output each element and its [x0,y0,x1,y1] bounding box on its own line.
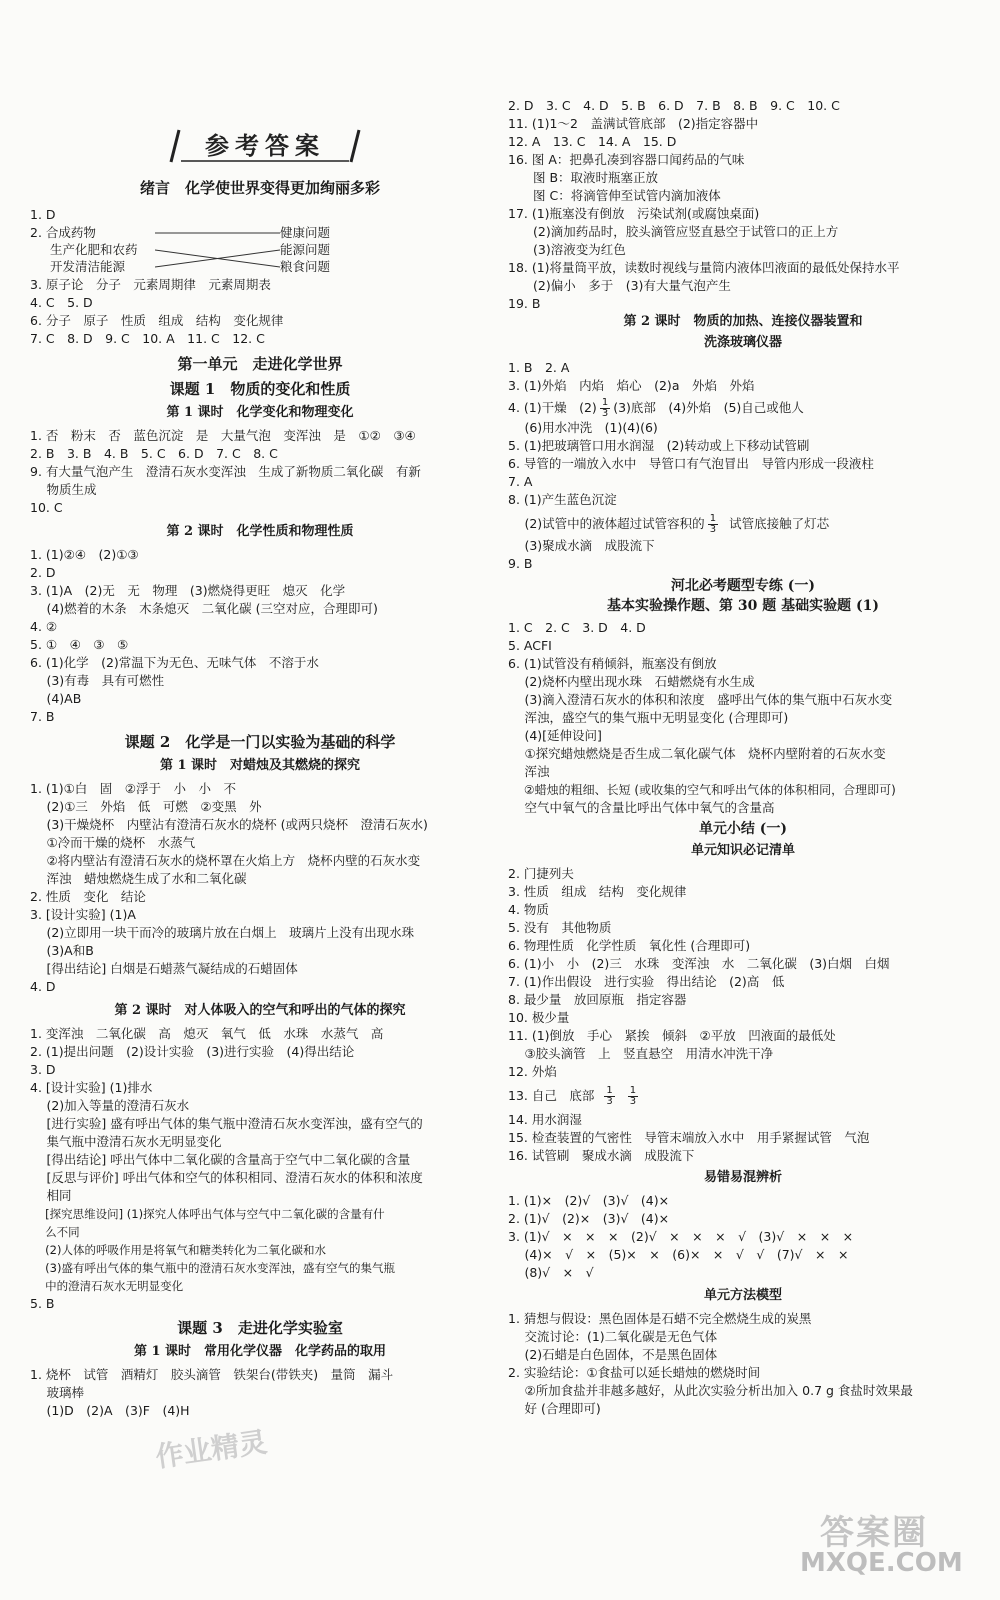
answer-text: 13. 自己 底部 [508,1088,595,1103]
answer-line: 1. 变浑浊 二氧化碳 高 熄灭 氧气 低 水珠 水蒸气 高 [30,1026,384,1041]
answer-line: 浑浊 [508,764,550,779]
fraction-denominator: 3 [709,524,717,535]
homework-watermark: 作业精灵 [153,1425,269,1474]
answer-line: [进行实验] 盛有呼出气体的集气瓶中澄清石灰水变浑浊，盛有空气的 [30,1116,423,1131]
answer-line: 16. 试管刷 聚成水滴 成股流下 [508,1148,695,1163]
answer-line: 3. (1)A (2)无 无 物理 (3)燃烧得更旺 熄灭 化学 [30,583,346,598]
answer-line: [反思与评价] 呼出气体和空气的体积相同、澄清石灰水的体积和浓度 [30,1170,423,1185]
t3-lesson2-title: 第 2 课时 物质的加热、连接仪器装置和 [623,314,863,329]
answer-line: 7. A [508,474,533,489]
answer-line: 5. ACFI [508,638,552,653]
intro-answer: 1. D [30,207,56,222]
fraction-numerator: 1 [629,1085,637,1096]
answer-line: 8. 最少量 放回原瓶 指定容器 [508,992,687,1007]
answer-line: 9. 有大量气泡产生 澄清石灰水变浑浊 生成了新物质二氧化碳 有新 [30,464,421,479]
answer-line: 4. ② [30,619,58,634]
error-title: 易错易混辨析 [703,1170,782,1185]
answer-line: (2)偏小 多于 (3)有大量气泡产生 [508,278,731,293]
answer-text: 试管底接触了灯芯 [729,516,830,531]
checklist-title: 单元知识必记清单 [690,843,795,858]
answer-line: ①冷而干燥的烧杯 水蒸气 [30,835,196,850]
answer-line: (1)D (2)A (3)F (4)H [30,1403,190,1418]
answer-line [508,1086,641,1107]
matching-lines [155,228,280,272]
answer-line: 1. (1)× (2)√ (3)√ (4)× [508,1193,670,1208]
answer-line: 图 C：将滴管伸至试管内滴加液体 [508,188,721,203]
answer-line: (2)加入等量的澄清石灰水 [30,1098,190,1113]
answer-line: 3. D [30,1062,56,1077]
answer-line: (2)滴加药品时，胶头滴管应竖直悬空于试管口的正上方 [508,224,839,239]
answer-line: 么不同 [30,1225,80,1239]
t1-lesson1-title: 第 1 课时 化学变化和物理变化 [166,405,354,420]
hebei-title: 河北必考题型专练 (一) [670,578,816,594]
answer-text: 4. (1)干燥 (2) [508,400,597,415]
answer-line: 19. B [508,296,541,311]
answer-line: 1. (1)②④ (2)①③ [30,547,139,562]
answer-text: (2)试管中的液体超过试管容积的 [508,516,705,531]
answer-line: (3)干燥烧杯 内壁沾有澄清石灰水的烧杯 (或两只烧杯 澄清石灰水) [30,817,428,832]
answer-line: 5. (1)把玻璃管口用水润湿 (2)转动或上下移动试管刷 [508,438,810,453]
answer-line: 空气中氧气的含量比呼出气体中氧气的含量高 [508,800,775,815]
intro-answer: 粮食问题 [280,259,331,274]
fraction [708,514,718,535]
fraction [600,398,610,419]
answer-line: [得出结论] 呼出气体中二氧化碳的含量高于空气中二氧化碳的含量 [30,1152,411,1167]
answer-line [508,514,829,535]
answer-line: 3. 性质 组成 结构 变化规律 [508,884,687,899]
answer-line: 6. (1)小 小 (2)三 水珠 变浑浊 水 二氧化碳 (3)白烟 白烟 [508,956,890,971]
intro-answer: 开发清洁能源 [50,259,126,274]
site-logo-watermark: 答案圈 [820,1513,928,1553]
answer-line: 6. 导管的一端放入水中 导管口有气泡冒出 导管内形成一段液柱 [508,456,874,471]
answer-line: (2)①三 外焰 低 可燃 ②变黑 外 [30,799,262,814]
answer-line: (4)× √ × (5)× × (6)× × √ √ (7)√ × × [508,1247,849,1262]
answer-line: 1. C 2. C 3. D 4. D [508,620,646,635]
answer-line: 5. B [30,1296,55,1311]
answer-line: (4)燃着的木条 木条熄灭 二氧化碳 (三空对应，合理即可) [30,601,378,616]
answer-line: 交流讨论：(1)二氧化碳是无色气体 [508,1329,718,1344]
t2-lesson2-title: 第 2 课时 对人体吸入的空气和呼出的气体的探究 [114,1003,406,1018]
answer-line: (3)A和B [30,943,94,958]
t2-lesson1-title: 第 1 课时 对蜡烛及其燃烧的探究 [159,758,361,773]
intro-answer: 2. 合成药物 [30,225,96,240]
answer-line: 9. B [508,556,533,571]
answer-line: 18. (1)将量筒平放，读数时视线与量筒内液体凹液面的最低处保持水平 [508,260,900,275]
answer-line: 1. 猜想与假设：黑色固体是石蜡不完全燃烧生成的炭黑 [508,1311,812,1326]
answer-line: 3. (1)√ × × × (2)√ × × × √ (3)√ × × × [508,1229,854,1244]
site-url-watermark: MXQE.COM [800,1548,963,1578]
answer-line: 2. 门捷列夫 [508,866,574,881]
answer-line: 2. D 3. C 4. D 5. B 6. D 7. B 8. B 9. C 10. C [508,98,840,113]
answer-line: 7. B [30,709,55,724]
answer-line: 5. 没有 其他物质 [508,920,612,935]
answer-line: 2. B 3. B 4. B 5. C 6. D 7. C 8. C [30,446,278,461]
answer-line: 1. (1)①白 固 ②浮于 小 小 不 [30,781,237,796]
answer-line: ③胶头滴管 上 竖直悬空 用清水冲洗干净 [508,1046,774,1061]
answer-line: 3. [设计实验] (1)A [30,907,136,922]
intro-answer: 7. C 8. D 9. C 10. A 11. C 12. C [30,331,265,346]
topic3-title: 课题 3 走进化学实验室 [177,1319,343,1337]
answer-line: 12. 外焰 [508,1064,557,1079]
answer-line: 集气瓶中澄清石灰水无明显变化 [30,1134,222,1149]
answer-line: 6. (1)试管没有稍倾斜，瓶塞没有倒放 [508,656,717,671]
answer-line: 7. (1)作出假设 进行实验 得出结论 (2)高 低 [508,974,785,989]
intro-answer: 6. 分子 原子 性质 组成 结构 变化规律 [30,313,284,328]
answer-line: 物质生成 [30,482,97,497]
answer-banner [165,128,365,164]
topic2-title: 课题 2 化学是一门以实验为基础的科学 [124,733,396,751]
answer-line: 4. 物质 [508,902,549,917]
answer-line: 1. 烧杯 试管 酒精灯 胶头滴管 铁架台(带铁夹) 量筒 漏斗 [30,1367,394,1382]
answer-line: 10. C [30,500,63,515]
answer-line: 2. 实验结论：①食盐可以延长蜡烛的燃烧时间 [508,1365,761,1380]
answer-line: 2. 性质 变化 结论 [30,889,146,904]
answer-line: (6)用水冲洗 (1)(4)(6) [508,420,658,435]
answer-line: 2. (1)提出问题 (2)设计实验 (3)进行实验 (4)得出结论 [30,1044,355,1059]
answer-line: ②将内壁沾有澄清石灰水的烧杯罩在火焰上方 烧杯内壁的石灰水变 [30,853,421,868]
fraction-numerator: 1 [606,1085,613,1096]
unit1-title: 第一单元 走进化学世界 [177,355,343,373]
method-title: 单元方法模型 [703,1288,782,1303]
answer-line: 玻璃棒 [30,1385,84,1400]
answer-line: ②所加食盐并非越多越好，从此次实验分析出加入 0.7 g 食盐时效果最 [508,1383,913,1398]
t3-lesson1-title: 第 1 课时 常用化学仪器 化学药品的取用 [133,1344,387,1359]
answer-line: 14. 用水润湿 [508,1112,582,1127]
intro-answer: 能源问题 [280,242,331,257]
answer-line: 2. D [30,565,56,580]
answer-line: (2)石蜡是白色固体，不是黑色固体 [508,1347,718,1362]
answer-line: 1. B 2. A [508,360,570,375]
hebei-subtitle: 基本实验操作题、第 30 题 基础实验题 (1) [607,598,879,614]
fraction-denominator: 3 [606,1096,613,1107]
answer-line: (2)立即用一块干而冷的玻璃片放在白烟上 玻璃片上没有出现水珠 [30,925,415,940]
fraction-numerator: 1 [709,513,717,524]
fraction-denominator: 3 [601,408,609,419]
answer-line: (2)人体的呼吸作用是将氧气和糖类转化为二氧化碳和水 [30,1243,326,1257]
answer-line: (3)有毒 具有可燃性 [30,673,165,688]
answer-line: 浑浊 蜡烛燃烧生成了水和二氧化碳 [30,871,247,886]
banner-title: 参考答案 [205,132,325,160]
fraction-denominator: 3 [629,1096,637,1107]
intro-title: 绪言 化学使世界变得更加绚丽多彩 [139,179,380,197]
answer-line: 12. A 13. C 14. A 15. D [508,134,677,149]
answer-line: 好 (合理即可) [508,1401,601,1416]
answer-line: 8. (1)产生蓝色沉淀 [508,492,617,507]
intro-answer: 4. C 5. D [30,295,93,310]
answer-line: 11. (1)1～2 盖满试管底部 (2)指定容器中 [508,116,759,131]
answer-line: 16. 图 A：把鼻孔凑到容器口闻药品的气味 [508,152,745,167]
answer-line: 3. (1)外焰 内焰 焰心 (2)a 外焰 外焰 [508,378,755,393]
answer-line: (4)AB [30,691,82,706]
answer-line: 2. (1)√ (2)× (3)√ (4)× [508,1211,670,1226]
answer-line: ②蜡烛的粗细、长短 (或收集的空气和呼出气体的体积相同，合理即可) [508,783,896,797]
answer-line: [探究思维设问] (1)探究人体呼出气体与空气中二氧化碳的含量有什 [30,1207,385,1221]
answer-line [508,398,804,419]
answer-line: 4. [设计实验] (1)排水 [30,1080,153,1095]
answer-line: (8)√ × √ [508,1265,594,1280]
answer-line: 6. (1)化学 (2)常温下为无色、无味气体 不溶于水 [30,655,319,670]
answer-line: (3)溶液变为红色 [508,242,626,257]
fraction [628,1086,638,1107]
t3-lesson2-title-cont: 洗涤玻璃仪器 [703,335,782,350]
answer-line: (3)盛有呼出气体的集气瓶中的澄清石灰水变浑浊，盛有空气的集气瓶 [30,1261,395,1275]
topic1-title: 课题 1 物质的变化和性质 [169,380,351,398]
answer-line: 4. D [30,979,56,994]
answer-line: (3)聚成水滴 成股流下 [508,538,655,553]
answer-line: [得出结论] 白烟是石蜡蒸气凝结成的石蜡固体 [30,961,298,976]
answer-line: 15. 检查装置的气密性 导管末端放入水中 用手紧握试管 气泡 [508,1130,870,1145]
answer-line: (2)烧杯内壁出现水珠 石蜡燃烧有水生成 [508,674,755,689]
fraction [604,1086,614,1107]
intro-answer: 生产化肥和农药 [50,242,138,257]
answer-line: 浑浊，盛空气的集气瓶中无明显变化 (合理即可) [508,710,789,725]
answer-line: 相同 [30,1188,72,1203]
answer-line: 11. (1)倒放 手心 紧挨 倾斜 ②平放 凹液面的最低处 [508,1028,836,1043]
answer-line: (4)[延伸设问] [508,728,602,743]
answer-line: 图 B：取液时瓶塞正放 [508,170,659,185]
intro-answer: 3. 原子论 分子 元素周期律 元素周期表 [30,277,271,292]
answer-line: 17. (1)瓶塞没有倒放 污染试剂(或腐蚀桌面) [508,206,760,221]
answer-line: ①探究蜡烛燃烧是否生成二氧化碳气体 烧杯内壁附着的石灰水变 [508,746,886,761]
answer-line: 10. 极少量 [508,1010,570,1025]
intro-answer: 健康问题 [280,225,331,240]
answer-line: 1. 否 粉末 否 蓝色沉淀 是 大量气泡 变浑浊 是 ①② ③④ [30,428,416,443]
fraction-numerator: 1 [601,397,609,408]
answer-line: 5. ① ④ ③ ⑤ [30,637,129,652]
t1-lesson2-title: 第 2 课时 化学性质和物理性质 [166,524,354,539]
answer-line: 6. 物理性质 化学性质 氧化性 (合理即可) [508,938,751,953]
answer-text: (3)底部 (4)外焰 (5)自己或他人 [613,400,804,415]
answer-line: (3)滴入澄清石灰水的体积和浓度 盛呼出气体的集气瓶中石灰水变 [508,692,893,707]
answer-line: 中的澄清石灰水无明显变化 [30,1279,184,1293]
summary-title: 单元小结 (一) [698,821,788,837]
